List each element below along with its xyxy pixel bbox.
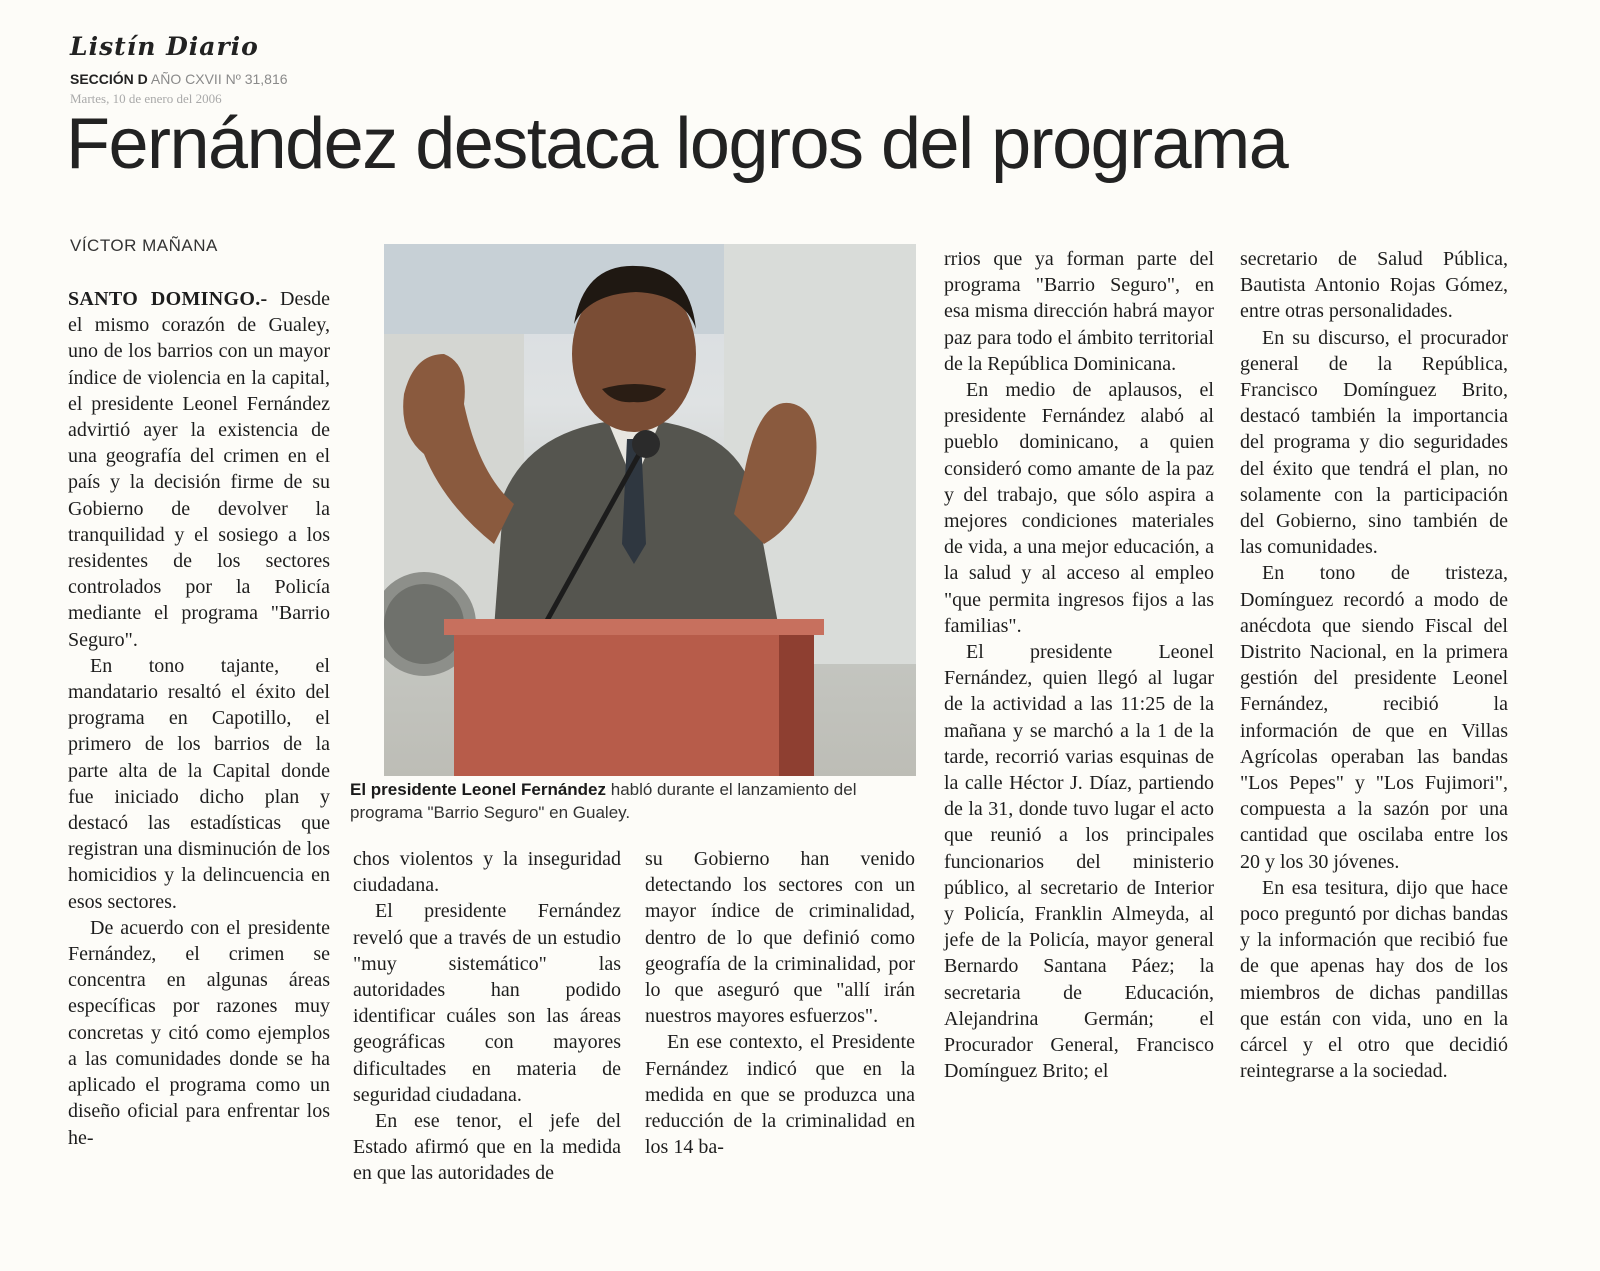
caption-bold: El presidente Leonel Fernández <box>350 780 607 799</box>
paragraph: chos violentos y la inseguridad ciudadana. <box>353 848 621 897</box>
article-headline: Fernández destaca logros del programa <box>66 104 1288 184</box>
paragraph: En tono de tristeza, Domínguez recordó a modo de anécdota que siendo Fiscal del Distrito Nacional, en la primera gestión del presidente Leonel Fernández, recibió la información de que en Villas Agrícolas operaban las bandas "Los Pepes" y "Los Fujimori", compuesta a la sazón por una cantidad que oscilaba entre los 20 y los 30 jóvenes. <box>1240 562 1508 873</box>
article-column-1 <box>68 286 330 1151</box>
paragraph: En tono tajante, el mandatario resaltó el éxito del programa en Capotillo, el primero de los barrios de la parte alta de la Capital donde fue iniciado dicho plan y destacó las estadísticas que registran una disminución de los homicidios y la delincuencia en esos sectores. <box>68 654 330 913</box>
paragraph: El presidente Fernández reveló que a través de un estudio "muy sistemático" las autoridades han podido identificar cuáles son las áreas geográficas con mayores dificultades en materia de seguridad ciudadana. <box>353 900 621 1106</box>
paragraph: En su discurso, el procurador general de la República, Francisco Domínguez Brito, destacó también la importancia del programa y dio seguridades del éxito que tendrá el plan, no solamente con la participación del Gobierno, sino también de las comunidades. <box>1240 326 1508 559</box>
caption-text: habló durante el lanzamiento del programa "Barrio Seguro" en Gualey. <box>350 780 857 822</box>
article-column-4 <box>944 246 1214 1085</box>
photo-caption <box>350 778 910 824</box>
speaker-at-podium-photo-icon <box>384 244 916 776</box>
paragraph: rrios que ya forman parte del programa "Barrio Seguro", en esa misma dirección habrá mayor paz para todo el ámbito territorial de la República Dominicana. <box>944 248 1214 375</box>
paragraph: En esa tesitura, dijo que hace poco preguntó por dichas bandas y la información que recibió fue de que apenas hay dos de los miembros de dichas pandillas que están con vida, uno en la cárcel y el otro que decidió reintegrarse a la sociedad. <box>1240 876 1508 1083</box>
article-column-5 <box>1240 246 1508 1085</box>
section-label: SECCIÓN D <box>70 71 148 87</box>
paragraph: secretario de Salud Pública, Bautista Antonio Rojas Gómez, entre otras personalidades. <box>1240 248 1508 323</box>
paragraph-text: Desde el mismo corazón de Gualey, uno de los barrios con un mayor índice de violencia en la capital, el presidente Leonel Fernández advirtió ayer la existencia de una geografía del crimen en el país y la decisión firme de su Gobierno de devolver la tranquilidad y el sosiego a los residentes de los sectores controlados por la Policía mediante el programa "Barrio Seguro". <box>68 288 330 651</box>
paragraph <box>68 286 330 653</box>
newspaper-masthead: Listín Diario <box>70 32 259 61</box>
article-column-2 <box>353 846 621 1187</box>
issue-number: AÑO CXVII Nº 31,816 <box>150 71 288 87</box>
issue-meta <box>70 70 288 108</box>
issue-date: Martes, 10 de enero del 2006 <box>70 91 222 106</box>
paragraph: En medio de aplausos, el presidente Fernández alabó al pueblo dominicano, a quien consideró como amante de la paz y del trabajo, que sólo aspira a mejores condiciones materiales de vida, a una mejor educación, a la salud y al acceso al empleo "que permita ingresos fijos a las familias". <box>944 379 1214 637</box>
paragraph: En ese tenor, el jefe del Estado afirmó que en la medida en que las autoridades de <box>353 1110 621 1185</box>
article-photo <box>384 244 916 776</box>
paragraph: su Gobierno han venido detectando los sectores con un mayor índice de criminalidad, dentro de lo que definió como geografía de la criminalidad, por lo que aseguró que "allí irán nuestros mayores esfuerzos". <box>645 848 915 1028</box>
paragraph: En ese contexto, el Presidente Fernández indicó que en la medida en que se produzca una reducción de la criminalidad en los 14 ba- <box>645 1031 915 1159</box>
article-column-3 <box>645 846 915 1160</box>
paragraph: De acuerdo con el presidente Fernández, el crimen se concentra en algunas áreas específicas por razones muy concretas y citó como ejemplos a las comunidades donde se ha aplicado el programa como un diseño oficial para enfrentar los he- <box>68 916 330 1149</box>
dateline: SANTO DOMINGO.- <box>68 288 268 310</box>
paragraph: El presidente Leonel Fernández, quien llegó al lugar de la actividad a las 11:25 de la mañana y se marchó a la 1 de la tarde, recorrió varias esquinas de la calle Héctor J. Díaz, partiendo de la 31, donde tuvo lugar el acto que reunió a los principales funcionarios del ministerio público, al secretario de Interior y Policía, Franklin Almeyda, al jefe de la Policía, mayor general Bernardo Santana Páez; la secretaria de Educación, Alejandrina Germán; el Procurador General, Francisco Domínguez Brito; el <box>944 641 1214 1083</box>
article-byline: VÍCTOR MAÑANA <box>70 236 218 255</box>
